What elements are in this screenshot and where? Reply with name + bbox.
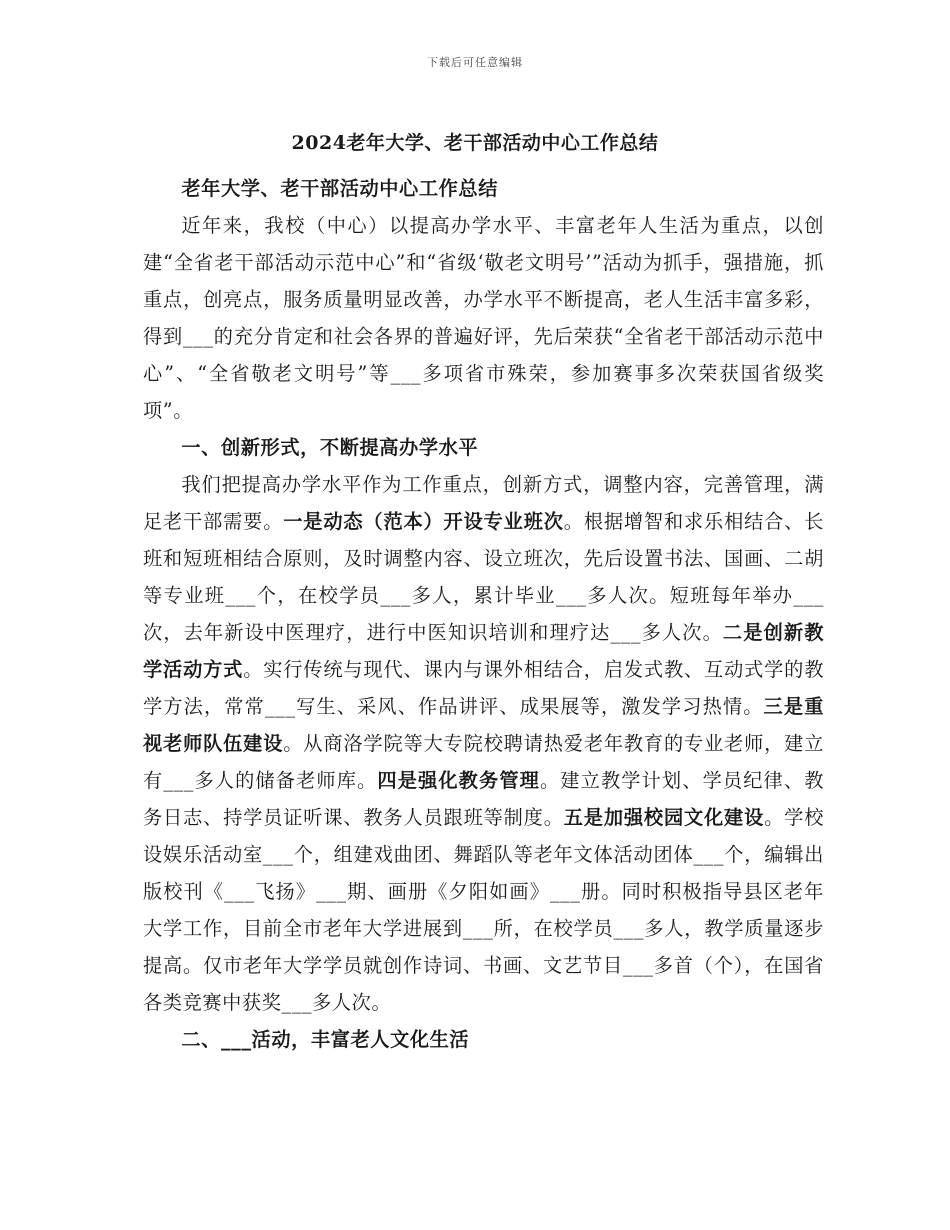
section1-text-3: 。实行传统与现代、课内与课外相结合，启发式教、互动式学的教学方法，常常___写生、采风、作品讲评、成果展等，激发学习热情。 [143,658,824,718]
section1-text-2: 。根据增智和求乐相结合、长班和短班相结合原则，及时调整内容、设立班次，先后设置书法、国画、二胡等专业班___个，在校学员___多人，累计毕业___多人次。短班每年举办___次，去年新设中医理疗，进行中医知识培训和理疗达___多人次。 [143,510,825,644]
section1-heading: 一、创新形式，不断提高办学水平 [181,436,479,459]
section2-heading: 二、___活动，丰富老人文化生活 [181,1028,470,1051]
section1-bold-4: 四是强化教务管理 [377,769,540,792]
section1-text-1: 我们把提高办学水平作为工作重点，创新方式，调整内容，完善管理，满足老干部需要。 [143,473,824,533]
section1-bold-5: 五是加强校园文化建设 [563,806,765,829]
section1-paragraph [143,466,824,1021]
section1-text-5: 。建立教学计划、学员纪律、教务日志、持学员证听课、教务人员跟班等制度。 [143,769,824,829]
section1-text-6: 。学校设娱乐活动室___个，组建戏曲团、舞蹈队等老年文体活动团体___个，编辑出版校刊《___飞扬》___期、画册《夕阳如画》___册。同时积极指导县区老年大学工作，目前全市老年大学进展到___所，在校学员___多人，教学质量逐步提高。仅市老年大学学员就创作诗词、书画、文艺节目___多首（个），在国省各类竞赛中获奖___多人次。 [143,806,825,1014]
section1-bold-1: 一是动态（范本）开设专业班次 [283,510,564,533]
document-title: 2024老年大学、老干部活动中心工作总结 [291,132,659,154]
section1-bold-3: 三是重视老师队伍建设 [143,695,824,755]
intro-paragraph: 近年来，我校（中心）以提高办学水平、丰富老年人生活为重点，以创建“全省老干部活动示范中心”和“省级‘敬老文明号’”活动为抓手，强措施，抓重点，创亮点，服务质量明显改善，办学水平不断提高，老人生活丰富多彩，得到___的充分肯定和社会各界的普遍好评，先后荣获“全省老干部活动示范中心”、“全省敬老文明号”等___多项省市殊荣，参加赛事多次荣获国省级奖项”。 [143,214,824,422]
subtitle: 老年大学、老干部活动中心工作总结 [181,177,498,200]
section1-text-4: 。从商洛学院等大专院校聘请热爱老年教育的专业老师，建立有___多人的储备老师库。 [143,732,825,792]
section1-bold-2: 二是创新教学活动方式 [143,621,825,681]
document-body [143,170,824,1058]
header-note: 下载后可任意编辑 [427,56,523,69]
